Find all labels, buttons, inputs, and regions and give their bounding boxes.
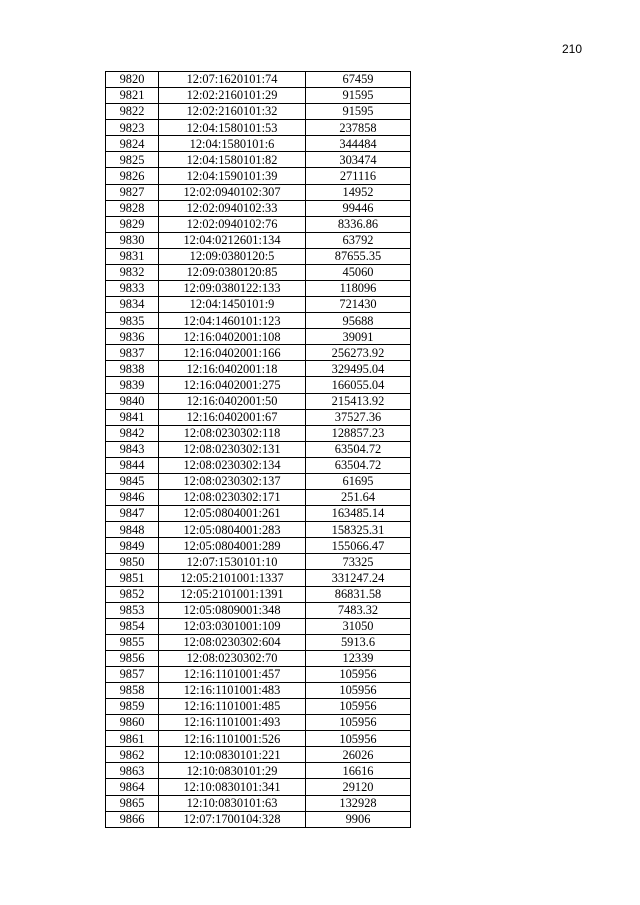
amount-cell: 128857.23 xyxy=(306,425,411,441)
cadastral-number-cell: 12:05:0804001:283 xyxy=(159,522,306,538)
cadastral-number-cell: 12:02:2160101:29 xyxy=(159,88,306,104)
cadastral-number-cell: 12:16:1101001:457 xyxy=(159,666,306,682)
row-number-cell: 9838 xyxy=(106,361,159,377)
row-number-cell: 9829 xyxy=(106,216,159,232)
row-number-cell: 9843 xyxy=(106,441,159,457)
cadastral-number-cell: 12:08:0230302:70 xyxy=(159,650,306,666)
amount-cell: 158325.31 xyxy=(306,522,411,538)
row-number-cell: 9858 xyxy=(106,682,159,698)
table-row xyxy=(106,393,411,409)
row-number-cell: 9851 xyxy=(106,570,159,586)
row-number-cell: 9840 xyxy=(106,393,159,409)
row-number-cell: 9854 xyxy=(106,618,159,634)
table-row xyxy=(106,264,411,280)
table-row xyxy=(106,152,411,168)
row-number-cell: 9860 xyxy=(106,715,159,731)
table-row xyxy=(106,425,411,441)
cadastral-number-cell: 12:10:0830101:341 xyxy=(159,779,306,795)
cadastral-number-cell: 12:07:1530101:10 xyxy=(159,554,306,570)
cadastral-number-cell: 12:05:2101001:1337 xyxy=(159,570,306,586)
table-row xyxy=(106,88,411,104)
amount-cell: 331247.24 xyxy=(306,570,411,586)
table-row xyxy=(106,313,411,329)
amount-cell: 86831.58 xyxy=(306,586,411,602)
amount-cell: 99446 xyxy=(306,200,411,216)
row-number-cell: 9827 xyxy=(106,184,159,200)
amount-cell: 721430 xyxy=(306,297,411,313)
table-row xyxy=(106,682,411,698)
cadastral-number-cell: 12:02:0940102:76 xyxy=(159,216,306,232)
cadastral-number-cell: 12:02:0940102:33 xyxy=(159,200,306,216)
cadastral-number-cell: 12:05:2101001:1391 xyxy=(159,586,306,602)
amount-cell: 26026 xyxy=(306,747,411,763)
table-row xyxy=(106,795,411,811)
table-row xyxy=(106,232,411,248)
table-row xyxy=(106,634,411,650)
row-number-cell: 9845 xyxy=(106,473,159,489)
table-row xyxy=(106,666,411,682)
cadastral-number-cell: 12:04:1580101:6 xyxy=(159,136,306,152)
table-row xyxy=(106,570,411,586)
cadastral-number-cell: 12:16:0402001:50 xyxy=(159,393,306,409)
table-row xyxy=(106,457,411,473)
row-number-cell: 9822 xyxy=(106,104,159,120)
row-number-cell: 9821 xyxy=(106,88,159,104)
cadastral-number-cell: 12:02:2160101:32 xyxy=(159,104,306,120)
table-row xyxy=(106,120,411,136)
amount-cell: 271116 xyxy=(306,168,411,184)
row-number-cell: 9850 xyxy=(106,554,159,570)
cadastral-number-cell: 12:05:0804001:289 xyxy=(159,538,306,554)
row-number-cell: 9856 xyxy=(106,650,159,666)
row-number-cell: 9865 xyxy=(106,795,159,811)
cadastral-number-cell: 12:10:0830101:221 xyxy=(159,747,306,763)
table-row xyxy=(106,731,411,747)
cadastral-number-cell: 12:08:0230302:118 xyxy=(159,425,306,441)
table-row xyxy=(106,184,411,200)
amount-cell: 63504.72 xyxy=(306,441,411,457)
row-number-cell: 9833 xyxy=(106,281,159,297)
row-number-cell: 9853 xyxy=(106,602,159,618)
table-row xyxy=(106,715,411,731)
row-number-cell: 9826 xyxy=(106,168,159,184)
cadastral-number-cell: 12:08:0230302:134 xyxy=(159,457,306,473)
row-number-cell: 9835 xyxy=(106,313,159,329)
amount-cell: 63504.72 xyxy=(306,457,411,473)
amount-cell: 61695 xyxy=(306,473,411,489)
table-row xyxy=(106,297,411,313)
row-number-cell: 9861 xyxy=(106,731,159,747)
table-row xyxy=(106,104,411,120)
amount-cell: 118096 xyxy=(306,281,411,297)
cadastral-number-cell: 12:03:0301001:109 xyxy=(159,618,306,634)
table-row xyxy=(106,747,411,763)
table-row xyxy=(106,409,411,425)
cadastral-number-cell: 12:04:1450101:9 xyxy=(159,297,306,313)
row-number-cell: 9820 xyxy=(106,72,159,88)
amount-cell: 29120 xyxy=(306,779,411,795)
amount-cell: 329495.04 xyxy=(306,361,411,377)
row-number-cell: 9848 xyxy=(106,522,159,538)
row-number-cell: 9849 xyxy=(106,538,159,554)
table-body xyxy=(106,72,411,828)
amount-cell: 14952 xyxy=(306,184,411,200)
amount-cell: 303474 xyxy=(306,152,411,168)
row-number-cell: 9866 xyxy=(106,811,159,827)
amount-cell: 155066.47 xyxy=(306,538,411,554)
amount-cell: 16616 xyxy=(306,763,411,779)
cadastral-number-cell: 12:10:0830101:29 xyxy=(159,763,306,779)
cadastral-number-cell: 12:05:0804001:261 xyxy=(159,506,306,522)
table-row xyxy=(106,779,411,795)
row-number-cell: 9825 xyxy=(106,152,159,168)
amount-cell: 9906 xyxy=(306,811,411,827)
row-number-cell: 9844 xyxy=(106,457,159,473)
data-table xyxy=(105,71,411,828)
table-row xyxy=(106,554,411,570)
table-row xyxy=(106,506,411,522)
amount-cell: 166055.04 xyxy=(306,377,411,393)
amount-cell: 12339 xyxy=(306,650,411,666)
table-row xyxy=(106,490,411,506)
amount-cell: 67459 xyxy=(306,72,411,88)
amount-cell: 8336.86 xyxy=(306,216,411,232)
table-row xyxy=(106,136,411,152)
cadastral-number-cell: 12:08:0230302:604 xyxy=(159,634,306,650)
amount-cell: 105956 xyxy=(306,699,411,715)
row-number-cell: 9834 xyxy=(106,297,159,313)
cadastral-number-cell: 12:16:0402001:275 xyxy=(159,377,306,393)
row-number-cell: 9859 xyxy=(106,699,159,715)
amount-cell: 73325 xyxy=(306,554,411,570)
table-row xyxy=(106,473,411,489)
cadastral-number-cell: 12:16:0402001:166 xyxy=(159,345,306,361)
cadastral-number-cell: 12:10:0830101:63 xyxy=(159,795,306,811)
amount-cell: 132928 xyxy=(306,795,411,811)
amount-cell: 37527.36 xyxy=(306,409,411,425)
cadastral-number-cell: 12:08:0230302:131 xyxy=(159,441,306,457)
cadastral-number-cell: 12:09:0380122:133 xyxy=(159,281,306,297)
table-row xyxy=(106,248,411,264)
table-row xyxy=(106,345,411,361)
table-row xyxy=(106,811,411,827)
amount-cell: 63792 xyxy=(306,232,411,248)
table-row xyxy=(106,216,411,232)
table-row xyxy=(106,650,411,666)
table-row xyxy=(106,602,411,618)
cadastral-number-cell: 12:04:1580101:53 xyxy=(159,120,306,136)
table-row xyxy=(106,329,411,345)
amount-cell: 45060 xyxy=(306,264,411,280)
table-row xyxy=(106,168,411,184)
amount-cell: 7483.32 xyxy=(306,602,411,618)
row-number-cell: 9857 xyxy=(106,666,159,682)
amount-cell: 105956 xyxy=(306,715,411,731)
table-row xyxy=(106,522,411,538)
cadastral-number-cell: 12:08:0230302:171 xyxy=(159,490,306,506)
table-row xyxy=(106,281,411,297)
cadastral-number-cell: 12:04:0212601:134 xyxy=(159,232,306,248)
row-number-cell: 9863 xyxy=(106,763,159,779)
amount-cell: 237858 xyxy=(306,120,411,136)
amount-cell: 5913.6 xyxy=(306,634,411,650)
row-number-cell: 9836 xyxy=(106,329,159,345)
cadastral-number-cell: 12:16:0402001:18 xyxy=(159,361,306,377)
amount-cell: 215413.92 xyxy=(306,393,411,409)
cadastral-number-cell: 12:16:0402001:108 xyxy=(159,329,306,345)
row-number-cell: 9864 xyxy=(106,779,159,795)
amount-cell: 256273.92 xyxy=(306,345,411,361)
row-number-cell: 9832 xyxy=(106,264,159,280)
table-row xyxy=(106,377,411,393)
row-number-cell: 9837 xyxy=(106,345,159,361)
table-row xyxy=(106,72,411,88)
table-row xyxy=(106,200,411,216)
cadastral-number-cell: 12:09:0380120:85 xyxy=(159,264,306,280)
cadastral-number-cell: 12:05:0809001:348 xyxy=(159,602,306,618)
row-number-cell: 9824 xyxy=(106,136,159,152)
cadastral-number-cell: 12:16:1101001:493 xyxy=(159,715,306,731)
table-row xyxy=(106,618,411,634)
cadastral-number-cell: 12:07:1620101:74 xyxy=(159,72,306,88)
page-number: 210 xyxy=(561,42,582,56)
table-row xyxy=(106,699,411,715)
row-number-cell: 9831 xyxy=(106,248,159,264)
cadastral-number-cell: 12:16:1101001:483 xyxy=(159,682,306,698)
amount-cell: 251.64 xyxy=(306,490,411,506)
row-number-cell: 9841 xyxy=(106,409,159,425)
cadastral-number-cell: 12:16:0402001:67 xyxy=(159,409,306,425)
cadastral-number-cell: 12:16:1101001:526 xyxy=(159,731,306,747)
table-row xyxy=(106,538,411,554)
amount-cell: 105956 xyxy=(306,682,411,698)
amount-cell: 105956 xyxy=(306,666,411,682)
amount-cell: 39091 xyxy=(306,329,411,345)
amount-cell: 91595 xyxy=(306,88,411,104)
cadastral-number-cell: 12:04:1460101:123 xyxy=(159,313,306,329)
row-number-cell: 9842 xyxy=(106,425,159,441)
cadastral-number-cell: 12:02:0940102:307 xyxy=(159,184,306,200)
amount-cell: 91595 xyxy=(306,104,411,120)
table-row xyxy=(106,763,411,779)
cadastral-number-cell: 12:08:0230302:137 xyxy=(159,473,306,489)
row-number-cell: 9823 xyxy=(106,120,159,136)
cadastral-number-cell: 12:09:0380120:5 xyxy=(159,248,306,264)
row-number-cell: 9828 xyxy=(106,200,159,216)
cadastral-number-cell: 12:04:1580101:82 xyxy=(159,152,306,168)
amount-cell: 95688 xyxy=(306,313,411,329)
row-number-cell: 9839 xyxy=(106,377,159,393)
row-number-cell: 9846 xyxy=(106,490,159,506)
cadastral-number-cell: 12:04:1590101:39 xyxy=(159,168,306,184)
amount-cell: 31050 xyxy=(306,618,411,634)
amount-cell: 163485.14 xyxy=(306,506,411,522)
row-number-cell: 9830 xyxy=(106,232,159,248)
row-number-cell: 9852 xyxy=(106,586,159,602)
cadastral-number-cell: 12:16:1101001:485 xyxy=(159,699,306,715)
amount-cell: 105956 xyxy=(306,731,411,747)
table-row xyxy=(106,586,411,602)
table-row xyxy=(106,441,411,457)
table-row xyxy=(106,361,411,377)
cadastral-number-cell: 12:07:1700104:328 xyxy=(159,811,306,827)
row-number-cell: 9855 xyxy=(106,634,159,650)
amount-cell: 87655.35 xyxy=(306,248,411,264)
row-number-cell: 9862 xyxy=(106,747,159,763)
amount-cell: 344484 xyxy=(306,136,411,152)
row-number-cell: 9847 xyxy=(106,506,159,522)
